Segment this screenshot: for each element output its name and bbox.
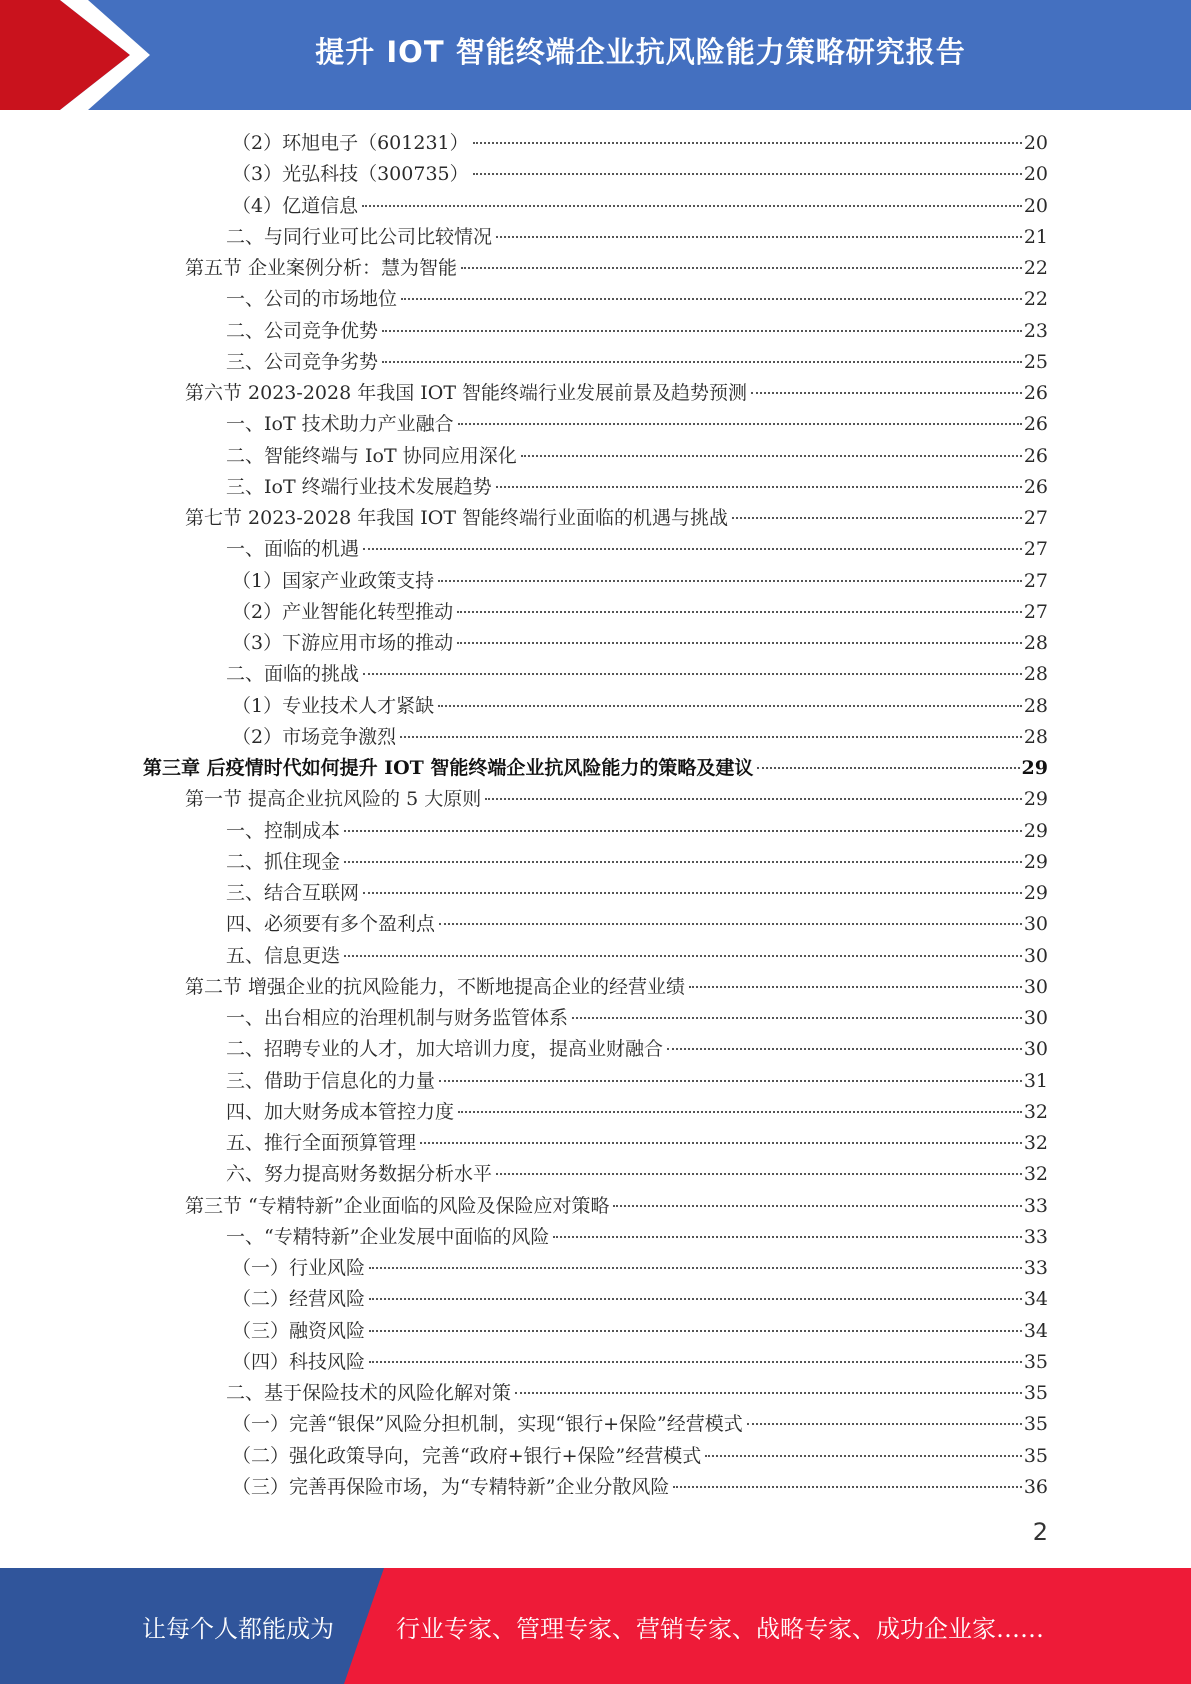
toc-item-row[interactable] xyxy=(232,597,1048,628)
toc-entry-title: 二、智能终端与 IoT 协同应用深化 xyxy=(226,445,517,467)
toc-dot-leader xyxy=(458,1111,1022,1113)
footer-slogan-right: 行业专家、管理专家、营销专家、战略专家、成功企业家…… xyxy=(396,1614,1044,1643)
toc-item-row[interactable] xyxy=(226,347,1048,378)
toc-item-row[interactable] xyxy=(226,534,1048,565)
toc-dot-leader xyxy=(382,330,1022,332)
toc-item-row[interactable] xyxy=(226,472,1048,503)
toc-item-row[interactable] xyxy=(232,1441,1048,1472)
toc-entry-title: 二、面临的挑战 xyxy=(226,663,360,685)
toc-entry-page: 27 xyxy=(1023,601,1048,623)
toc-entry-title: 一、控制成本 xyxy=(226,820,341,842)
toc-dot-leader xyxy=(369,1267,1022,1269)
toc-item-row[interactable] xyxy=(226,284,1048,315)
toc-dot-leader xyxy=(461,267,1022,269)
toc-entry-title: （一）完善“银保”风险分担机制，实现“银行+保险”经营模式 xyxy=(232,1413,743,1435)
toc-entry-page: 26 xyxy=(1023,445,1048,467)
toc-entry-page: 23 xyxy=(1023,320,1048,342)
toc-dot-leader xyxy=(496,1173,1022,1175)
footer-slogan-left: 让每个人都能成为 xyxy=(142,1614,334,1643)
toc-entry-title: （四）科技风险 xyxy=(232,1351,366,1373)
toc-entry-page: 27 xyxy=(1023,538,1048,560)
toc-item-row[interactable] xyxy=(226,409,1048,440)
toc-dot-leader xyxy=(363,673,1022,675)
toc-dot-leader xyxy=(344,830,1022,832)
toc-entry-title: （2）市场竞争激烈 xyxy=(232,726,397,748)
toc-entry-title: 一、公司的市场地位 xyxy=(226,288,398,310)
toc-entry-page: 29 xyxy=(1023,851,1048,873)
toc-dot-leader xyxy=(363,548,1022,550)
toc-entry-page: 25 xyxy=(1023,351,1048,373)
toc-entry-title: （三）完善再保险市场，为“专精特新”企业分散风险 xyxy=(232,1476,670,1498)
toc-entry-page: 20 xyxy=(1023,195,1048,217)
toc-entry-page: 28 xyxy=(1023,632,1048,654)
toc-item-row[interactable] xyxy=(226,1159,1048,1190)
toc-dot-leader xyxy=(400,736,1022,738)
toc-entry-page: 30 xyxy=(1023,1007,1048,1029)
toc-section-row[interactable] xyxy=(185,253,1048,284)
toc-entry-title: 二、招聘专业的人才，加大培训力度，提高业财融合 xyxy=(226,1038,664,1060)
toc-entry-page: 29 xyxy=(1023,788,1048,810)
page-number: 2 xyxy=(1032,1518,1048,1546)
toc-item-row[interactable] xyxy=(232,628,1048,659)
toc-entry-title: （4）亿道信息 xyxy=(232,195,359,217)
toc-entry-page: 26 xyxy=(1023,382,1048,404)
toc-entry-page: 22 xyxy=(1023,288,1048,310)
toc-dot-leader xyxy=(705,1455,1022,1457)
toc-item-row[interactable] xyxy=(226,1128,1048,1159)
toc-entry-title: 第二节 增强企业的抗风险能力，不断地提高企业的经营业绩 xyxy=(185,976,686,998)
toc-item-row[interactable] xyxy=(226,659,1048,690)
toc-entry-page: 22 xyxy=(1023,257,1048,279)
toc-entry-title: 第一节 提高企业抗风险的 5 大原则 xyxy=(185,788,482,810)
toc-item-row[interactable] xyxy=(226,1066,1048,1097)
toc-dot-leader xyxy=(521,455,1022,457)
toc-entry-title: 第三章 后疫情时代如何提升 IOT 智能终端企业抗风险能力的策略及建议 xyxy=(143,757,754,779)
toc-entry-page: 35 xyxy=(1023,1445,1048,1467)
toc-item-row[interactable] xyxy=(232,1284,1048,1315)
toc-item-row[interactable] xyxy=(226,847,1048,878)
toc-entry-title: （3）光弘科技（300735） xyxy=(232,163,469,185)
toc-section-row[interactable] xyxy=(185,972,1048,1003)
toc-dot-leader xyxy=(439,923,1022,925)
toc-dot-leader xyxy=(496,486,1022,488)
toc-section-row[interactable] xyxy=(185,1191,1048,1222)
toc-entry-page: 29 xyxy=(1023,882,1048,904)
toc-entry-title: 一、面临的机遇 xyxy=(226,538,360,560)
toc-entry-page: 21 xyxy=(1023,226,1048,248)
toc-entry-title: 三、IoT 终端行业技术发展趋势 xyxy=(226,476,492,498)
toc-item-row[interactable] xyxy=(232,1472,1048,1503)
toc-item-row[interactable] xyxy=(226,1378,1048,1409)
toc-dot-leader xyxy=(473,142,1022,144)
toc-dot-leader xyxy=(457,611,1022,613)
toc-entry-page: 31 xyxy=(1023,1070,1048,1092)
toc-dot-leader xyxy=(369,1298,1022,1300)
toc-entry-page: 33 xyxy=(1023,1226,1048,1248)
toc-dot-leader xyxy=(689,986,1022,988)
toc-item-row[interactable] xyxy=(232,128,1048,159)
toc-entry-title: 一、出台相应的治理机制与财务监管体系 xyxy=(226,1007,569,1029)
toc-section-row[interactable] xyxy=(185,378,1048,409)
toc-entry-page: 30 xyxy=(1023,945,1048,967)
toc-dot-leader xyxy=(401,298,1022,300)
toc-entry-title: （二）经营风险 xyxy=(232,1288,366,1310)
toc-entry-title: 三、公司竞争劣势 xyxy=(226,351,379,373)
toc-entry-page: 20 xyxy=(1023,132,1048,154)
toc-entry-page: 34 xyxy=(1023,1320,1048,1342)
toc-dot-leader xyxy=(382,361,1022,363)
toc-item-row[interactable] xyxy=(232,1253,1048,1284)
toc-entry-title: 二、基于保险技术的风险化解对策 xyxy=(226,1382,512,1404)
toc-entry-page: 30 xyxy=(1023,913,1048,935)
toc-dot-leader xyxy=(485,798,1022,800)
toc-entry-title: 第五节 企业案例分析：慧为智能 xyxy=(185,257,458,279)
toc-entry-title: 五、推行全面预算管理 xyxy=(226,1132,417,1154)
toc-dot-leader xyxy=(515,1392,1022,1394)
toc-entry-page: 35 xyxy=(1023,1351,1048,1373)
toc-dot-leader xyxy=(496,236,1022,238)
toc-chapter-row[interactable] xyxy=(143,753,1048,784)
toc-dot-leader xyxy=(344,955,1022,957)
toc-item-row[interactable] xyxy=(232,1347,1048,1378)
toc-entry-title: 五、信息更迭 xyxy=(226,945,341,967)
toc-dot-leader xyxy=(751,392,1022,394)
toc-entry-title: 二、与同行业可比公司比较情况 xyxy=(226,226,493,248)
toc-item-row[interactable] xyxy=(232,159,1048,190)
toc-entry-page: 29 xyxy=(1023,820,1048,842)
toc-item-row[interactable] xyxy=(226,441,1048,472)
toc-entry-title: 第七节 2023-2028 年我国 IOT 智能终端行业面临的机遇与挑战 xyxy=(185,507,729,529)
toc-item-row[interactable] xyxy=(226,878,1048,909)
toc-dot-leader xyxy=(362,205,1022,207)
toc-entry-page: 28 xyxy=(1023,695,1048,717)
toc-entry-title: 四、必须要有多个盈利点 xyxy=(226,913,436,935)
toc-item-row[interactable] xyxy=(232,722,1048,753)
toc-entry-page: 34 xyxy=(1023,1288,1048,1310)
toc-entry-page: 35 xyxy=(1023,1382,1048,1404)
toc-dot-leader xyxy=(613,1205,1021,1207)
toc-entry-title: （二）强化政策导向，完善“政府+银行+保险”经营模式 xyxy=(232,1445,702,1467)
toc-entry-title: 三、借助于信息化的力量 xyxy=(226,1070,436,1092)
toc-dot-leader xyxy=(572,1017,1022,1019)
toc-entry-title: 一、IoT 技术助力产业融合 xyxy=(226,413,454,435)
toc-entry-title: 一、“专精特新”企业发展中面临的风险 xyxy=(226,1226,550,1248)
toc-dot-leader xyxy=(458,423,1022,425)
toc-entry-page: 30 xyxy=(1023,976,1048,998)
toc-entry-title: 四、加大财务成本管控力度 xyxy=(226,1101,455,1123)
toc-entry-page: 27 xyxy=(1023,570,1048,592)
toc-entry-title: 三、结合互联网 xyxy=(226,882,360,904)
toc-item-row[interactable] xyxy=(232,1316,1048,1347)
header-banner xyxy=(0,0,1191,110)
toc-entry-page: 20 xyxy=(1023,163,1048,185)
toc-item-row[interactable] xyxy=(226,1003,1048,1034)
toc-entry-title: （3）下游应用市场的推动 xyxy=(232,632,454,654)
toc-dot-leader xyxy=(438,705,1022,707)
toc-entry-title: 二、抓住现金 xyxy=(226,851,341,873)
toc-entry-page: 30 xyxy=(1023,1038,1048,1060)
toc-dot-leader xyxy=(369,1330,1022,1332)
toc-item-row[interactable] xyxy=(226,909,1048,940)
toc-entry-title: 第六节 2023-2028 年我国 IOT 智能终端行业发展前景及趋势预测 xyxy=(185,382,748,404)
toc-entry-page: 26 xyxy=(1023,413,1048,435)
toc-entry-title: （1）国家产业政策支持 xyxy=(232,570,435,592)
toc-item-row[interactable] xyxy=(226,941,1048,972)
toc-item-row[interactable] xyxy=(226,222,1048,253)
toc-entry-page: 32 xyxy=(1023,1163,1048,1185)
toc-dot-leader xyxy=(363,892,1022,894)
toc-dot-leader xyxy=(420,1142,1022,1144)
toc-item-row[interactable] xyxy=(232,566,1048,597)
toc-dot-leader xyxy=(369,1361,1022,1363)
toc-entry-page: 32 xyxy=(1023,1101,1048,1123)
footer-banner xyxy=(0,1568,1191,1684)
toc-section-row[interactable] xyxy=(185,784,1048,815)
toc-dot-leader xyxy=(732,517,1022,519)
toc-entry-page: 28 xyxy=(1023,663,1048,685)
toc-item-row[interactable] xyxy=(226,816,1048,847)
toc-entry-page: 26 xyxy=(1023,476,1048,498)
toc-item-row[interactable] xyxy=(232,1409,1048,1440)
report-title: 提升 IOT 智能终端企业抗风险能力策略研究报告 xyxy=(315,34,966,69)
toc-dot-leader xyxy=(673,1486,1021,1488)
toc-item-row[interactable] xyxy=(226,1222,1048,1253)
toc-entry-page: 27 xyxy=(1023,507,1048,529)
toc-dot-leader xyxy=(553,1236,1021,1238)
toc-entry-title: 二、公司竞争优势 xyxy=(226,320,379,342)
toc-item-row[interactable] xyxy=(232,191,1048,222)
toc-section-row[interactable] xyxy=(185,503,1048,534)
toc-entry-page: 33 xyxy=(1023,1257,1048,1279)
toc-item-row[interactable] xyxy=(226,1097,1048,1128)
toc-entry-title: 第三节 “专精特新”企业面临的风险及保险应对策略 xyxy=(185,1195,610,1217)
toc-entry-title: （2）环旭电子（601231） xyxy=(232,132,469,154)
toc-entry-page: 32 xyxy=(1023,1132,1048,1154)
toc-dot-leader xyxy=(667,1048,1022,1050)
toc-dot-leader xyxy=(438,580,1022,582)
toc-entry-title: （1）专业技术人才紧缺 xyxy=(232,695,435,717)
toc-entry-page: 33 xyxy=(1023,1195,1048,1217)
toc-entry-page: 36 xyxy=(1023,1476,1048,1498)
toc-entry-page: 28 xyxy=(1023,726,1048,748)
toc-dot-leader xyxy=(344,861,1022,863)
toc-entry-title: （一）行业风险 xyxy=(232,1257,366,1279)
toc-dot-leader xyxy=(747,1423,1022,1425)
toc-dot-leader xyxy=(439,1080,1022,1082)
toc-entry-page: 35 xyxy=(1023,1413,1048,1435)
toc-entry-title: （2）产业智能化转型推动 xyxy=(232,601,454,623)
toc-dot-leader xyxy=(473,173,1022,175)
toc-item-row[interactable] xyxy=(232,691,1048,722)
toc-entry-title: 六、努力提高财务数据分析水平 xyxy=(226,1163,493,1185)
toc-dot-leader xyxy=(757,767,1019,769)
toc-entry-title: （三）融资风险 xyxy=(232,1320,366,1342)
toc-item-row[interactable] xyxy=(226,316,1048,347)
toc-item-row[interactable] xyxy=(226,1034,1048,1065)
toc-entry-page: 29 xyxy=(1021,757,1048,779)
toc-dot-leader xyxy=(457,642,1022,644)
